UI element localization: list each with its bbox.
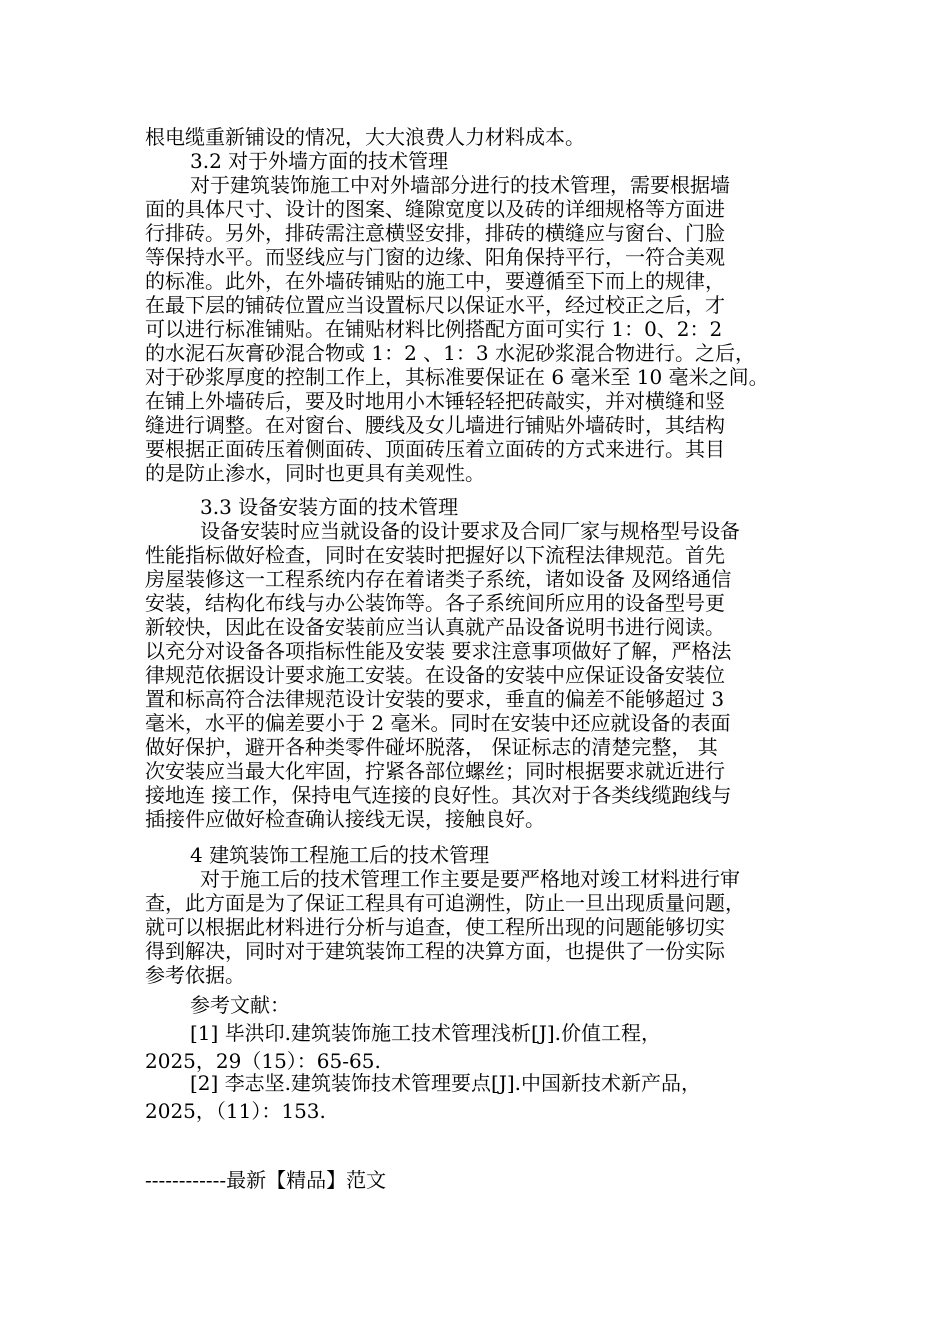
paragraph-line: 缝进行调整。在对窗台、腰线及女儿墙进行铺贴外墙砖时，其结构 <box>145 413 725 437</box>
reference-item-2-continued: 2025，（11）：153. <box>145 1099 326 1123</box>
paragraph-line: 在最下层的铺砖位置应当设置标尺以保证水平，经过校正之后，才 <box>145 293 725 317</box>
paragraph-line: 房屋装修这一工程系统内存在着诸类子系统，诸如设备 及网络通信 <box>145 567 732 591</box>
paragraph-line: 等保持水平。而竖线应与门窗的边缘、阳角保持平行，一符合美观 <box>145 245 725 269</box>
reference-item-2: [2] 李志坚.建筑装饰技术管理要点[J].中国新技术新产品， <box>190 1071 702 1095</box>
paragraph-line: 做好保护，避开各种类零件碰坏脱落， 保证标志的清楚完整， 其 <box>145 735 718 759</box>
section-heading-3-2: 3.2 对于外墙方面的技术管理 <box>190 149 449 173</box>
paragraph-line: 就可以根据此材料进行分析与追查，使工程所出现的问题能够切实 <box>145 915 725 939</box>
paragraph-line: 面的具体尺寸、设计的图案、缝隙宽度以及砖的详细规格等方面进 <box>145 197 725 221</box>
section-heading-3-3: 3.3 设备安装方面的技术管理 <box>200 495 459 519</box>
references-heading: 参考文献： <box>190 993 290 1017</box>
paragraph-line: 对于砂浆厚度的控制工作上，其标准要保证在 6 毫米至 10 毫米之间。 <box>145 365 769 389</box>
reference-item-1-continued: 2025，29（15）：65-65. <box>145 1049 381 1073</box>
paragraph-line: 律规范依据设计要求施工安装。在设备的安装中应保证设备安装位 <box>145 663 725 687</box>
paragraph-line: 设备安装时应当就设备的设计要求及合同厂家与规格型号设备 <box>200 519 740 543</box>
paragraph-line: 参考依据。 <box>145 963 245 987</box>
paragraph-line: 得到解决，同时对于建筑装饰工程的决算方面，也提供了一份实际 <box>145 939 725 963</box>
paragraph-line: 毫米，水平的偏差要小于 2 毫米。同时在安装中还应就设备的表面 <box>145 711 731 735</box>
paragraph-line: 安装，结构化布线与办公装饰等。各子系统间所应用的设备型号更 <box>145 591 725 615</box>
paragraph-line: 插接件应做好检查确认接线无误，接触良好。 <box>145 807 545 831</box>
paragraph-line: 置和标高符合法律规范设计安装的要求，垂直的偏差不能够超过 3 <box>145 687 725 711</box>
paragraph-line: 次安装应当最大化牢固，拧紧各部位螺丝；同时根据要求就近进行 <box>145 759 725 783</box>
paragraph-line: 对于施工后的技术管理工作主要是要严格地对竣工材料进行审 <box>200 867 740 891</box>
paragraph-line: 对于建筑装饰施工中对外墙部分进行的技术管理，需要根据墙 <box>190 173 730 197</box>
paragraph-line: 新较快，因此在设备安装前应当认真就产品设备说明书进行阅读。 <box>145 615 725 639</box>
paragraph-line: 根电缆重新铺设的情况，大大浪费人力材料成本。 <box>145 125 585 149</box>
paragraph-line: 查，此方面是为了保证工程具有可追溯性，防止一旦出现质量问题， <box>145 891 745 915</box>
paragraph-line: 要根据正面砖压着侧面砖、顶面砖压着立面砖的方式来进行。其目 <box>145 437 725 461</box>
paragraph-line: 的水泥石灰膏砂混合物或 1：2 、1：3 水泥砂浆混合物进行。之后， <box>145 341 755 365</box>
paragraph-line: 可以进行标准铺贴。在铺贴材料比例搭配方面可实行 1：0、2：2 <box>145 317 723 341</box>
paragraph-line: 性能指标做好检查，同时在安装时把握好以下流程法律规范。首先 <box>145 543 725 567</box>
paragraph-line: 的标准。此外，在外墙砖铺贴的施工中，要遵循至下而上的规律， <box>145 269 725 293</box>
paragraph-line: 行排砖。另外，排砖需注意横竖安排，排砖的横缝应与窗台、门脸 <box>145 221 725 245</box>
paragraph-line: 接地连 接工作，保持电气连接的良好性。其次对于各类线缆跑线与 <box>145 783 732 807</box>
reference-item-1: [1] 毕洪印.建筑装饰施工技术管理浅析[J].价值工程， <box>190 1021 662 1045</box>
paragraph-line: 在铺上外墙砖后，要及时地用小木锤轻轻把砖敲实，并对横缝和竖 <box>145 389 725 413</box>
section-heading-4: 4 建筑装饰工程施工后的技术管理 <box>190 843 490 867</box>
paragraph-line: 的是防止渗水，同时也更具有美观性。 <box>145 461 485 485</box>
footer-banner: ------------最新【精品】范文 <box>145 1168 387 1192</box>
paragraph-line: 以充分对设备各项指标性能及安装 要求注意事项做好了解，严格法 <box>145 639 732 663</box>
